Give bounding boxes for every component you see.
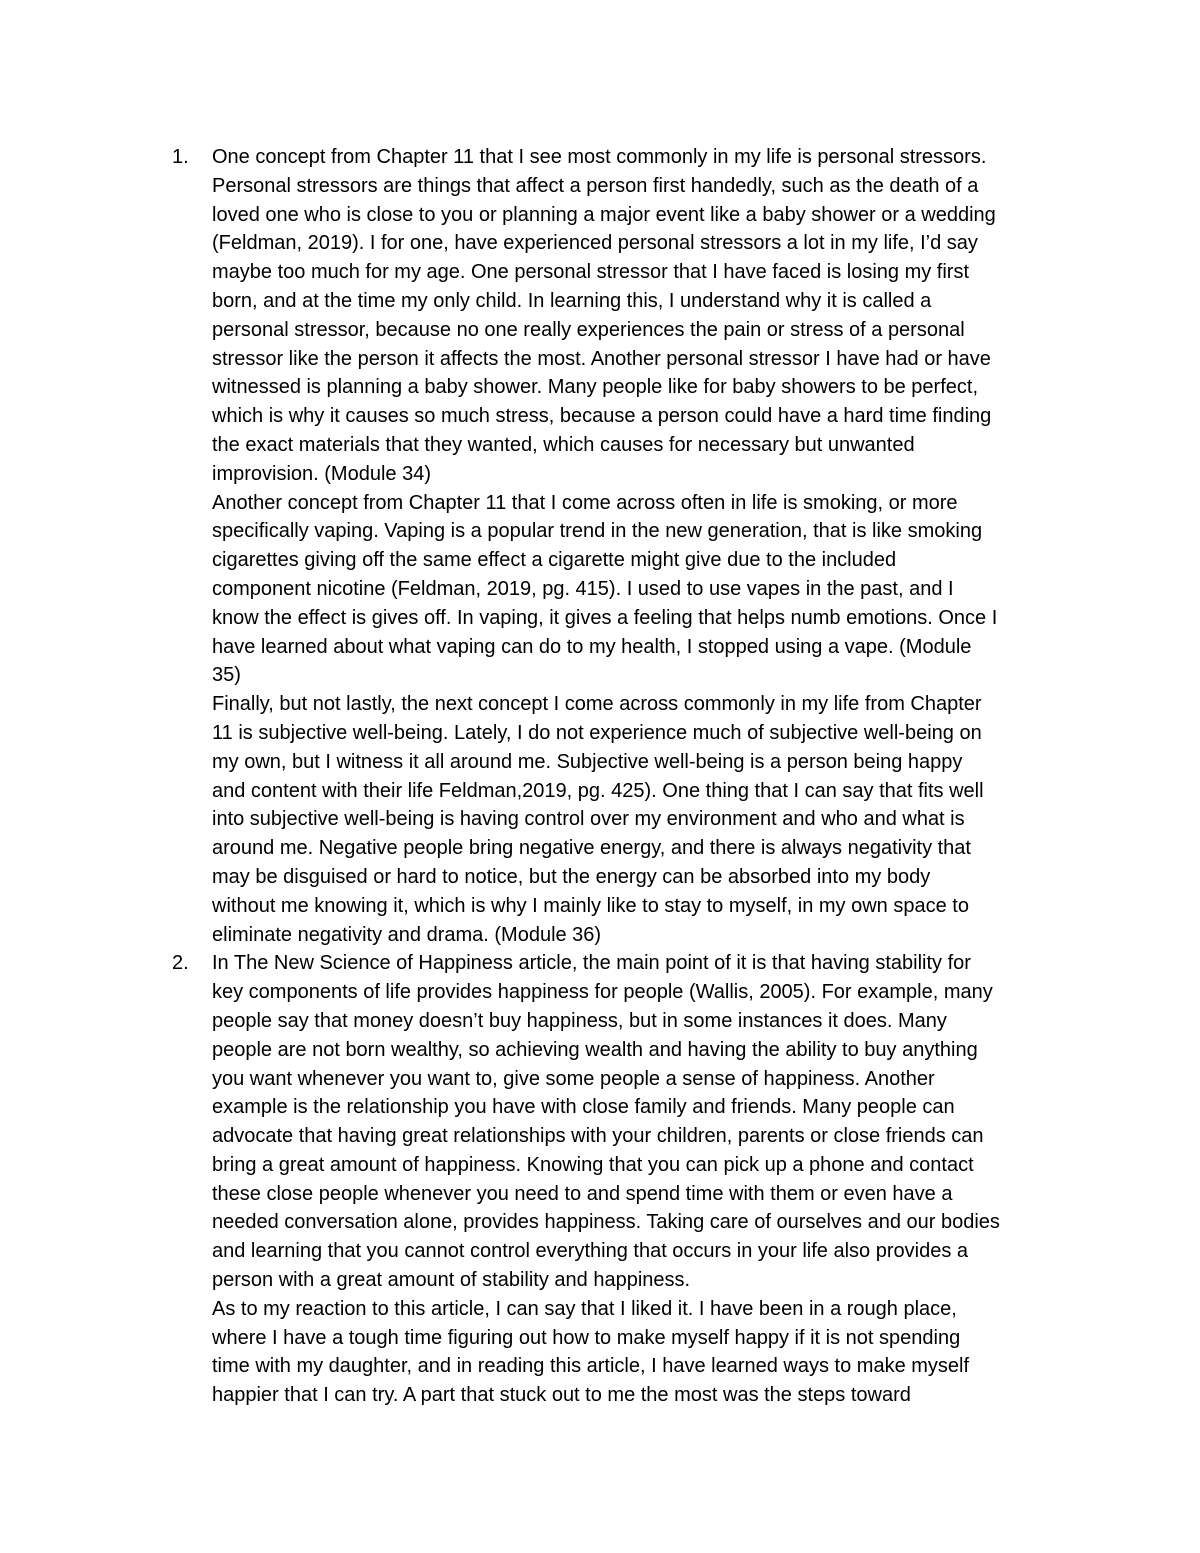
paragraph-personal-stressors: One concept from Chapter 11 that I see most commonly in my life is personal stressors. Personal stressors are things that affect a person first handedly, such as the death of a loved one who is close to you or planning a major event like a baby shower or a wedding (Feldman, 2019). I for one, have experienced personal stressors a lot in my life, I’d say maybe too much for my age. One personal stressor that I have faced is losing my first born, and at the time my only child. In learning this, I understand why it is called a personal stressor, because no one really experiences the pain or stress of a personal stressor like the person it affects the most. Another personal stressor I have had or have witnessed is planning a baby shower. Many people like for baby showers to be perfect, which is why it causes so much stress, because a person could have a hard time finding the exact materials that they wanted, which causes for necessary but unwanted improvision. (Module 34) [212, 146, 996, 485]
paragraph-vaping: Another concept from Chapter 11 that I come across often in life is smoking, or more specifically vaping. Vaping is a popular trend in the new generation, that is like smoking cigarettes giving off the same effect a cigarette might give due to the included component nicotine (Feldman, 2019, pg. 415). I used to use vapes in the past, and I know the effect is gives off. In vaping, it gives a feeling that helps numb emotions. Once I have learned about what vaping can do to my health, I stopped using a vape. (Module 35) [212, 491, 998, 687]
paragraph-subjective-well-being: Finally, but not lastly, the next concept I come across commonly in my life from Chapter 11 is subjective well-being. Lately, I do not experience much of subjective well-being on my own, but I witness it all around me. Subjective well-being is a person being happy and content with their life Feldman,2019, pg. 425). One thing that I can say that fits well into subjective well-being is having control over my environment and who and what is around me. Negative people bring negative energy, and there is always negativity that may be disguised or hard to notice, but the energy can be absorbed into my body without me knowing it, which is why I mainly like to stay to myself, in my own space to eliminate negativity and drama. (Module 36) [212, 693, 984, 946]
paragraph-reaction: As to my reaction to this article, I can say that I liked it. I have been in a rough place, where I have a tough time figuring out how to make myself happy if it is not spending time with my daughter, and in reading this article, I have learned ways to make myself happier that I can try. A part that stuck out to me the most was the steps toward [212, 1297, 970, 1407]
list-item-2 [172, 949, 1072, 1410]
list-number: 2. [172, 952, 189, 975]
list-number: 1. [172, 146, 189, 168]
document-body [172, 143, 1072, 1410]
paragraph-happiness-article: In The New Science of Happiness article, the main point of it is that having stability for key components of life provides happiness for people (Wallis, 2005). For example, many people say that money doesn’t buy happiness, but in some instances it does. Many people are not born wealthy, so achieving wealth and having the ability to buy anything you want whenever you want to, give some people a sense of happiness. Another example is the relationship you have with close family and friends. Many people can advocate that having great relationships with your children, parents or close friends can bring a great amount of happiness. Knowing that you can pick up a phone and contact these close people whenever you need to and spend time with them or even have a needed conversation alone, provides happiness. Taking care of ourselves and our bodies and learning that you cannot control everything that occurs in your life also provides a person with a great amount of stability and happiness. [212, 952, 1000, 1292]
list-item-1 [172, 143, 1072, 949]
